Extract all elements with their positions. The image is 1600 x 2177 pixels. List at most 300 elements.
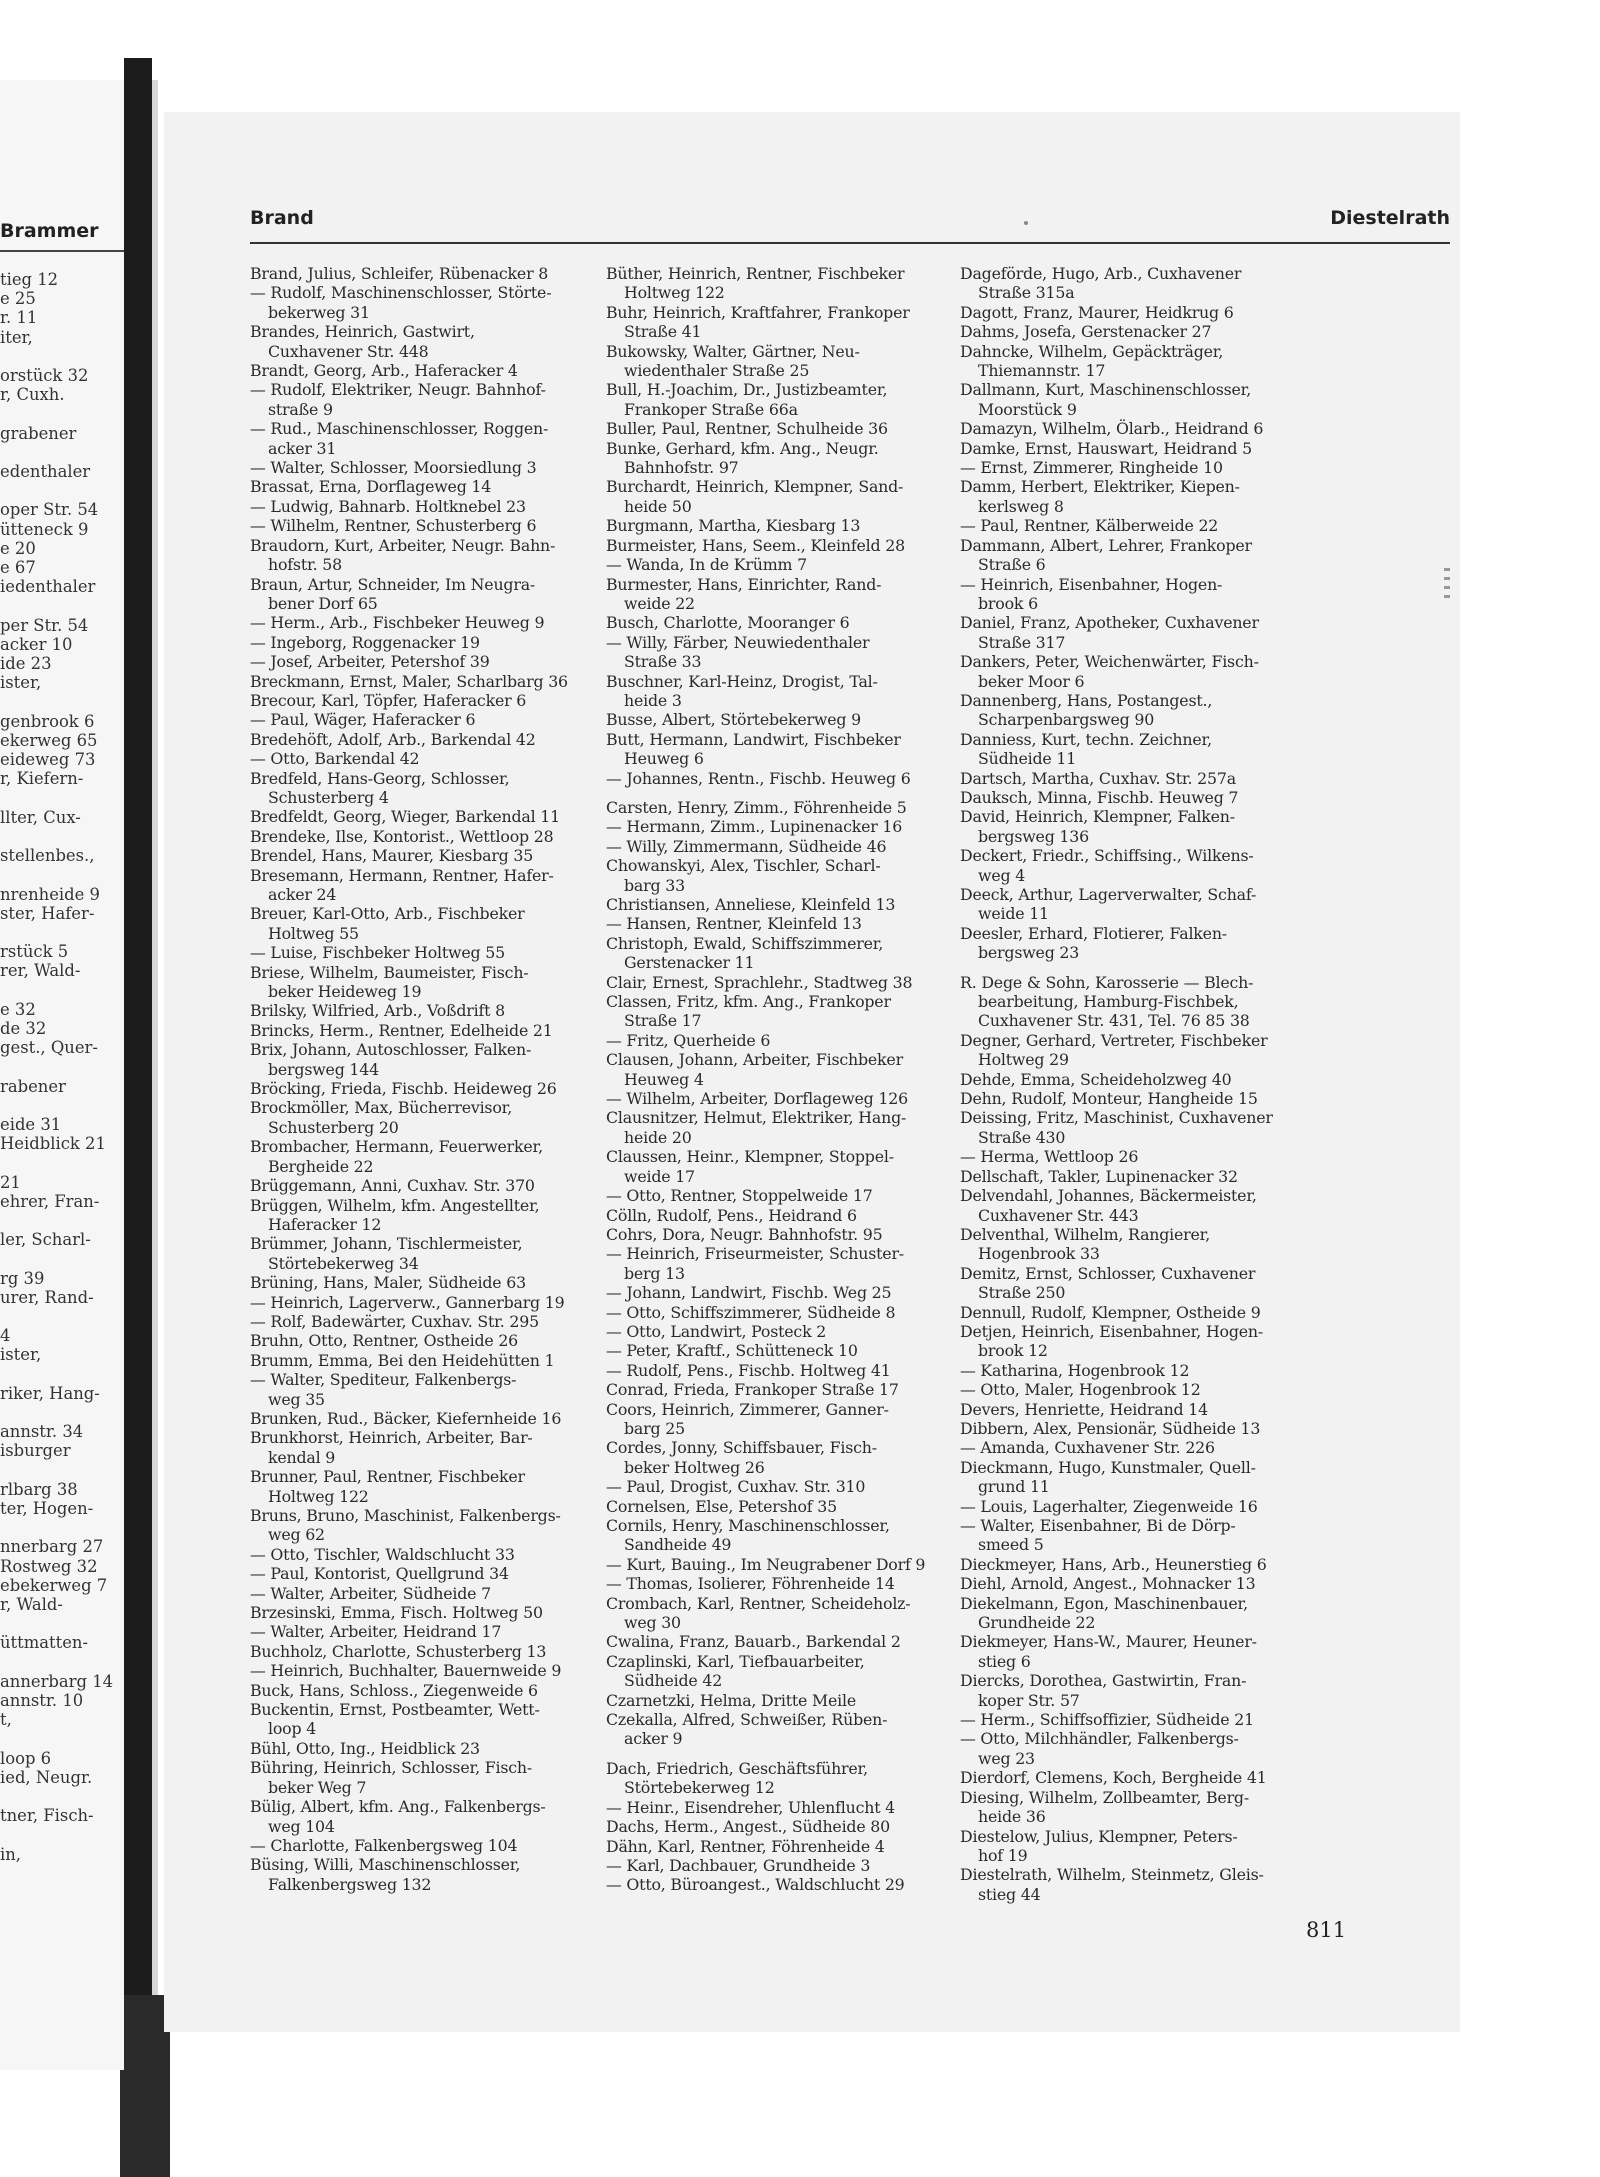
directory-entry: Dierdorf, Clemens, Koch, Bergheide 41 bbox=[960, 1768, 1267, 1788]
directory-entry: Bredehöft, Adolf, Arb., Barkendal 42 bbox=[250, 729, 536, 749]
directory-entry: — Walter, Arbeiter, Heidrand 17 bbox=[250, 1622, 502, 1642]
left-page-line: üttmatten- bbox=[0, 1633, 89, 1653]
entry-continuation: stieg 6 bbox=[978, 1651, 1031, 1671]
entry-continuation: weg 62 bbox=[268, 1525, 325, 1545]
directory-entry: Brzesinski, Emma, Fisch. Holtweg 50 bbox=[250, 1603, 543, 1623]
directory-entry: Deesler, Erhard, Flotierer, Falken- bbox=[960, 923, 1227, 943]
directory-entry: Brilsky, Wilfried, Arb., Voßdrift 8 bbox=[250, 1001, 505, 1021]
left-page-line bbox=[0, 865, 124, 884]
entry-continuation: kendal 9 bbox=[268, 1447, 336, 1467]
directory-entry: Bühring, Heinrich, Schlosser, Fisch- bbox=[250, 1758, 533, 1778]
left-page-line bbox=[0, 1153, 124, 1172]
entry-continuation: hofstr. 58 bbox=[268, 555, 342, 575]
entry-continuation: bergsweg 144 bbox=[268, 1059, 379, 1079]
left-page-line bbox=[0, 481, 124, 500]
directory-entry: Dähn, Karl, Rentner, Föhrenheide 4 bbox=[606, 1836, 885, 1856]
entry-continuation: Südheide 42 bbox=[624, 1671, 723, 1691]
left-page-line: annstr. 34 bbox=[0, 1422, 84, 1442]
directory-entry: — Otto, Rentner, Stoppelweide 17 bbox=[606, 1186, 873, 1206]
left-page-line: ehrer, Fran- bbox=[0, 1191, 100, 1211]
directory-entry: — Hansen, Rentner, Kleinfeld 13 bbox=[606, 914, 862, 934]
entry-continuation: Grundheide 22 bbox=[978, 1613, 1096, 1633]
directory-entry: Crombach, Karl, Rentner, Scheideholz- bbox=[606, 1593, 911, 1613]
directory-column-1 bbox=[250, 264, 615, 1894]
entry-continuation: straße 9 bbox=[268, 399, 333, 419]
directory-entry: Czarnetzki, Helma, Dritte Meile bbox=[606, 1690, 856, 1710]
left-page-line bbox=[0, 404, 124, 423]
entry-continuation: Holtweg 122 bbox=[268, 1486, 369, 1506]
left-page-line: per Str. 54 bbox=[0, 615, 89, 635]
left-page-line bbox=[0, 1211, 124, 1230]
directory-entry: Busse, Albert, Störtebekerweg 9 bbox=[606, 710, 861, 730]
left-page-line: rg 39 bbox=[0, 1268, 45, 1288]
directory-entry: Diekelmann, Egon, Maschinenbauer, bbox=[960, 1593, 1248, 1613]
entry-continuation: bergsweg 136 bbox=[978, 826, 1089, 846]
left-page-line: isburger bbox=[0, 1441, 71, 1461]
directory-entry: Burgmann, Martha, Kiesbarg 13 bbox=[606, 516, 861, 536]
entry-continuation: Straße 250 bbox=[978, 1283, 1066, 1303]
directory-entry: Dieckmeyer, Hans, Arb., Heunerstieg 6 bbox=[960, 1554, 1267, 1574]
left-page-line bbox=[0, 1057, 124, 1076]
entry-continuation: brook 6 bbox=[978, 593, 1038, 613]
left-page-line: rlbarg 38 bbox=[0, 1479, 78, 1499]
directory-entry: — Herm., Arb., Fischbeker Heuweg 9 bbox=[250, 613, 545, 633]
directory-entry: Diekmeyer, Hans-W., Maurer, Heuner- bbox=[960, 1632, 1257, 1652]
entry-continuation: Straße 317 bbox=[978, 632, 1066, 652]
directory-entry: Brunken, Rud., Bäcker, Kiefernheide 16 bbox=[250, 1408, 562, 1428]
entry-continuation: Straße 17 bbox=[624, 1011, 702, 1031]
left-page-line bbox=[0, 923, 124, 942]
directory-entry: Dahms, Josefa, Gerstenacker 27 bbox=[960, 322, 1212, 342]
entry-continuation: Heuweg 4 bbox=[624, 1069, 704, 1089]
entry-continuation: kerlsweg 8 bbox=[978, 496, 1064, 516]
entry-continuation: Frankoper Straße 66a bbox=[624, 399, 798, 419]
directory-entry: — Otto, Schiffszimmerer, Südheide 8 bbox=[606, 1302, 896, 1322]
left-page-line bbox=[0, 1403, 124, 1422]
directory-entry: Dartsch, Martha, Cuxhav. Str. 257a bbox=[960, 768, 1236, 788]
directory-entry: — Heinrich, Buchhalter, Bauernweide 9 bbox=[250, 1661, 562, 1681]
directory-entry: Diestelrath, Wilhelm, Steinmetz, Gleis- bbox=[960, 1865, 1264, 1885]
directory-entry: Deckert, Friedr., Schiffsing., Wilkens- bbox=[960, 846, 1254, 866]
directory-entry: Brümmer, Johann, Tischlermeister, bbox=[250, 1234, 523, 1254]
entry-continuation: heide 36 bbox=[978, 1807, 1046, 1827]
left-page-line bbox=[0, 1729, 124, 1748]
directory-entry: Bukowsky, Walter, Gärtner, Neu- bbox=[606, 341, 860, 361]
entry-continuation: acker 31 bbox=[268, 438, 337, 458]
directory-entry: Burmester, Hans, Einrichter, Rand- bbox=[606, 574, 882, 594]
directory-entry: Dieckmann, Hugo, Kunstmaler, Quell- bbox=[960, 1457, 1256, 1477]
left-page-line bbox=[0, 1653, 124, 1672]
entry-continuation: Bergheide 22 bbox=[268, 1156, 374, 1176]
left-page-line: ter, Hogen- bbox=[0, 1499, 94, 1518]
directory-page bbox=[164, 112, 1460, 2032]
entry-continuation: Straße 430 bbox=[978, 1127, 1066, 1147]
header-first-entry: Brand bbox=[250, 207, 314, 229]
directory-entry: — Paul, Wäger, Haferacker 6 bbox=[250, 710, 476, 730]
directory-entry: — Karl, Dachbauer, Grundheide 3 bbox=[606, 1855, 871, 1875]
left-page-line: eide 31 bbox=[0, 1114, 62, 1134]
entry-continuation: weg 4 bbox=[978, 865, 1026, 885]
entry-continuation: barg 25 bbox=[624, 1418, 685, 1438]
left-page-line: 4 bbox=[0, 1326, 11, 1346]
directory-entry: Burchardt, Heinrich, Klempner, Sand- bbox=[606, 477, 904, 497]
directory-entry: — Ernst, Zimmerer, Ringheide 10 bbox=[960, 458, 1223, 478]
page-number: 811 bbox=[1306, 1918, 1347, 1942]
left-page-line: gest., Quer- bbox=[0, 1038, 98, 1058]
directory-entry: R. Dege & Sohn, Karosserie — Blech- bbox=[960, 972, 1254, 992]
directory-entry: Brecour, Karl, Töpfer, Haferacker 6 bbox=[250, 690, 527, 710]
directory-entry: — Paul, Drogist, Cuxhav. Str. 310 bbox=[606, 1477, 866, 1497]
directory-entry: Burmeister, Hans, Seem., Kleinfeld 28 bbox=[606, 535, 905, 555]
directory-entry: — Fritz, Querheide 6 bbox=[606, 1030, 771, 1050]
directory-entry: — Paul, Rentner, Kälberweide 22 bbox=[960, 516, 1219, 536]
binding-edge bbox=[152, 80, 158, 2100]
entry-continuation: stieg 44 bbox=[978, 1884, 1041, 1904]
entry-continuation: hof 19 bbox=[978, 1845, 1028, 1865]
left-page-line: iedenthaler bbox=[0, 577, 96, 597]
left-page-line bbox=[0, 443, 124, 462]
directory-entry: — Josef, Arbeiter, Petershof 39 bbox=[250, 652, 490, 672]
directory-entry: — Hermann, Zimm., Lupinenacker 16 bbox=[606, 817, 903, 837]
entry-continuation: loop 4 bbox=[268, 1719, 317, 1739]
entry-continuation: Holtweg 55 bbox=[268, 923, 359, 943]
left-page-line: in, bbox=[0, 1844, 22, 1864]
entry-continuation: Südheide 11 bbox=[978, 749, 1077, 769]
directory-entry: — Otto, Büroangest., Waldschlucht 29 bbox=[606, 1875, 905, 1895]
header-rule bbox=[250, 242, 1450, 244]
left-page-line: Heidblick 21 bbox=[0, 1134, 106, 1154]
directory-column-2 bbox=[606, 264, 971, 1895]
directory-entry: Buchholz, Charlotte, Schusterberg 13 bbox=[250, 1641, 547, 1661]
directory-entry: Brüning, Hans, Maler, Südheide 63 bbox=[250, 1273, 526, 1293]
directory-entry: Diestelow, Julius, Klempner, Peters- bbox=[960, 1826, 1238, 1846]
directory-entry: — Willy, Färber, Neuwiedenthaler bbox=[606, 632, 870, 652]
directory-entry: Dagott, Franz, Maurer, Heidkrug 6 bbox=[960, 302, 1234, 322]
directory-entry: Dehn, Rudolf, Monteur, Hangheide 15 bbox=[960, 1089, 1258, 1109]
entry-continuation: Holtweg 122 bbox=[624, 283, 725, 303]
directory-entry: Dibbern, Alex, Pensionär, Südheide 13 bbox=[960, 1418, 1261, 1438]
directory-entry: Cornils, Henry, Maschinenschlosser, bbox=[606, 1516, 890, 1535]
entry-continuation: Straße 315a bbox=[978, 283, 1075, 303]
left-page-line bbox=[0, 1518, 124, 1537]
directory-entry: Cordes, Jonny, Schiffsbauer, Fisch- bbox=[606, 1438, 877, 1458]
entry-continuation: grund 11 bbox=[978, 1477, 1050, 1497]
directory-entry: Dageförde, Hugo, Arb., Cuxhavener bbox=[960, 264, 1242, 283]
entry-continuation: weg 35 bbox=[268, 1389, 325, 1409]
left-page-line: ütteneck 9 bbox=[0, 519, 89, 539]
left-page-line: de 32 bbox=[0, 1018, 47, 1038]
left-page-line: annstr. 10 bbox=[0, 1691, 84, 1711]
directory-entry: Bruns, Bruno, Maschinist, Falkenbergs- bbox=[250, 1506, 561, 1525]
directory-entry: — Kurt, Bauing., Im Neugrabener Dorf 9 bbox=[606, 1554, 926, 1574]
directory-entry: Brix, Johann, Autoschlosser, Falken- bbox=[250, 1040, 532, 1060]
directory-entry: Büsing, Willi, Maschinenschlosser, bbox=[250, 1855, 521, 1875]
directory-entry: — Amanda, Cuxhavener Str. 226 bbox=[960, 1438, 1215, 1458]
directory-entry: Buhr, Heinrich, Kraftfahrer, Frankoper bbox=[606, 302, 910, 322]
directory-entry: Delvendahl, Johannes, Bäckermeister, bbox=[960, 1186, 1257, 1206]
directory-entry: — Herm., Schiffsoffizier, Südheide 21 bbox=[960, 1710, 1254, 1730]
directory-entry: — Ludwig, Bahnarb. Holtknebel 23 bbox=[250, 496, 526, 516]
directory-entry: — Walter, Arbeiter, Südheide 7 bbox=[250, 1583, 491, 1603]
directory-entry: Cohrs, Dora, Neugr. Bahnhofstr. 95 bbox=[606, 1224, 883, 1244]
left-page-line: ide 23 bbox=[0, 654, 52, 674]
left-page-line: e 67 bbox=[0, 558, 36, 578]
directory-entry: Daniel, Franz, Apotheker, Cuxhavener bbox=[960, 613, 1259, 633]
directory-entry: Damazyn, Wilhelm, Ölarb., Heidrand 6 bbox=[960, 419, 1264, 439]
directory-entry: Dach, Friedrich, Geschäftsführer, bbox=[606, 1758, 868, 1778]
entry-continuation: wiedenthaler Straße 25 bbox=[624, 361, 810, 381]
left-page-fragment bbox=[0, 80, 124, 2070]
left-page-line: oper Str. 54 bbox=[0, 500, 99, 520]
directory-entry: — Otto, Barkendal 42 bbox=[250, 749, 420, 769]
directory-entry: Damm, Herbert, Elektriker, Kiepen- bbox=[960, 477, 1240, 497]
entry-continuation: acker 9 bbox=[624, 1729, 683, 1749]
binding-bottom bbox=[120, 1995, 170, 2177]
left-page-line bbox=[0, 347, 124, 366]
entry-continuation: Holtweg 29 bbox=[978, 1050, 1069, 1070]
book-binding bbox=[124, 58, 152, 2108]
entry-continuation: beker Moor 6 bbox=[978, 671, 1085, 691]
left-page-line: r. 11 bbox=[0, 308, 38, 328]
directory-entry: — Heinrich, Eisenbahner, Hogen- bbox=[960, 574, 1223, 594]
left-page-line: grabener bbox=[0, 423, 77, 443]
entry-continuation: beker Weg 7 bbox=[268, 1777, 367, 1797]
directory-entry: Brunkhorst, Heinrich, Arbeiter, Bar- bbox=[250, 1428, 533, 1448]
left-page-line: eideweg 73 bbox=[0, 750, 96, 770]
directory-entry: Delventhal, Wilhelm, Rangierer, bbox=[960, 1224, 1211, 1244]
directory-entry: — Otto, Tischler, Waldschlucht 33 bbox=[250, 1544, 515, 1564]
entry-continuation: bergsweg 23 bbox=[978, 943, 1080, 963]
entry-continuation: weide 17 bbox=[624, 1166, 695, 1186]
entry-continuation: weg 104 bbox=[268, 1816, 335, 1836]
directory-entry: — Louis, Lagerhalter, Ziegenweide 16 bbox=[960, 1496, 1258, 1516]
directory-entry: Dellschaft, Takler, Lupinenacker 32 bbox=[960, 1166, 1238, 1186]
directory-entry: Deeck, Arthur, Lagerverwalter, Schaf- bbox=[960, 885, 1257, 904]
directory-entry: — Heinr., Eisendreher, Uhlenflucht 4 bbox=[606, 1797, 896, 1817]
directory-entry: Classen, Fritz, kfm. Ang., Frankoper bbox=[606, 992, 891, 1012]
page-header bbox=[250, 207, 1450, 242]
entry-continuation: bener Dorf 65 bbox=[268, 593, 378, 613]
directory-entry: Claussen, Heinr., Klempner, Stoppel- bbox=[606, 1147, 894, 1167]
directory-entry: Breckmann, Ernst, Maler, Scharlbarg 36 bbox=[250, 671, 568, 691]
directory-entry: Dannenberg, Hans, Postangest., bbox=[960, 690, 1213, 710]
entry-continuation: smeed 5 bbox=[978, 1535, 1044, 1555]
directory-entry: Brandt, Georg, Arb., Haferacker 4 bbox=[250, 361, 518, 381]
left-page-line: ister, bbox=[0, 1345, 42, 1365]
directory-entry: — Rudolf, Elektriker, Neugr. Bahnhof- bbox=[250, 380, 546, 400]
directory-entry: Demitz, Ernst, Schlosser, Cuxhavener bbox=[960, 1263, 1256, 1283]
directory-entry: — Rudolf, Pens., Fischb. Holtweg 41 bbox=[606, 1360, 891, 1380]
left-page-line: annerbarg 14 bbox=[0, 1671, 114, 1691]
left-page-line: e 20 bbox=[0, 538, 36, 558]
directory-entry: Bruhn, Otto, Rentner, Ostheide 26 bbox=[250, 1331, 519, 1351]
directory-entry: — Peter, Kraftf., Schütteneck 10 bbox=[606, 1341, 858, 1361]
directory-entry: — Wilhelm, Arbeiter, Dorflageweg 126 bbox=[606, 1089, 908, 1109]
entry-continuation: Scharpenbargsweg 90 bbox=[978, 710, 1155, 730]
left-page-line: acker 10 bbox=[0, 634, 73, 654]
directory-entry: Clausnitzer, Helmut, Elektriker, Hang- bbox=[606, 1108, 907, 1128]
left-page-line: ster, Hafer- bbox=[0, 903, 95, 923]
left-page-line: r, Wald- bbox=[0, 1595, 63, 1615]
directory-entry: Bunke, Gerhard, kfm. Ang., Neugr. bbox=[606, 438, 879, 458]
entry-continuation: Straße 33 bbox=[624, 652, 702, 672]
left-page-line bbox=[0, 692, 124, 711]
entry-continuation: acker 24 bbox=[268, 885, 337, 904]
directory-entry: Dammann, Albert, Lehrer, Frankoper bbox=[960, 535, 1252, 555]
entry-continuation: weg 30 bbox=[624, 1613, 681, 1633]
directory-entry: Conrad, Frieda, Frankoper Straße 17 bbox=[606, 1380, 899, 1400]
directory-entry: — Charlotte, Falkenbergsweg 104 bbox=[250, 1835, 518, 1855]
directory-entry: Brüggemann, Anni, Cuxhav. Str. 370 bbox=[250, 1176, 535, 1196]
entry-continuation: Hogenbrook 33 bbox=[978, 1244, 1100, 1264]
directory-entry: Dennull, Rudolf, Klempner, Ostheide 9 bbox=[960, 1302, 1261, 1322]
left-page-line: r, Cuxh. bbox=[0, 385, 65, 405]
directory-entry: Carsten, Henry, Zimm., Föhrenheide 5 bbox=[606, 797, 907, 817]
entry-continuation: Straße 6 bbox=[978, 555, 1046, 575]
directory-entry: Diercks, Dorothea, Gastwirtin, Fran- bbox=[960, 1671, 1247, 1691]
entry-continuation: Schusterberg 4 bbox=[268, 787, 389, 807]
directory-entry: — Otto, Landwirt, Posteck 2 bbox=[606, 1321, 827, 1341]
directory-entry: Cornelsen, Else, Petershof 35 bbox=[606, 1496, 837, 1516]
directory-entry: Buschner, Karl-Heinz, Drogist, Tal- bbox=[606, 671, 878, 691]
directory-entry: — Herma, Wettloop 26 bbox=[960, 1147, 1139, 1167]
directory-entry: Butt, Hermann, Landwirt, Fischbeker bbox=[606, 729, 901, 749]
left-page-line: t, bbox=[0, 1710, 12, 1730]
directory-entry: — Wilhelm, Rentner, Schusterberg 6 bbox=[250, 516, 537, 536]
directory-entry: — Willy, Zimmermann, Südheide 46 bbox=[606, 836, 887, 856]
entry-continuation: Cuxhavener Str. 443 bbox=[978, 1205, 1139, 1225]
directory-entry: Braun, Artur, Schneider, Im Neugra- bbox=[250, 574, 536, 594]
directory-entry: — Ingeborg, Roggenacker 19 bbox=[250, 632, 480, 652]
left-page-line: loop 6 bbox=[0, 1748, 52, 1768]
directory-entry: Clausen, Johann, Arbeiter, Fischbeker bbox=[606, 1050, 903, 1070]
directory-entry: Christiansen, Anneliese, Kleinfeld 13 bbox=[606, 895, 896, 914]
directory-entry: Diesing, Wilhelm, Zollbeamter, Berg- bbox=[960, 1787, 1249, 1807]
entry-continuation: heide 20 bbox=[624, 1127, 692, 1147]
margin-marks bbox=[1444, 562, 1458, 642]
entry-continuation: Schusterberg 20 bbox=[268, 1117, 399, 1137]
directory-entry: Brandes, Heinrich, Gastwirt, bbox=[250, 322, 475, 342]
directory-entry: Brockmöller, Max, Bücherrevisor, bbox=[250, 1098, 513, 1118]
directory-entry: — Paul, Kontorist, Quellgrund 34 bbox=[250, 1564, 509, 1584]
left-page-line bbox=[0, 1461, 124, 1480]
directory-entry: — Katharina, Hogenbrook 12 bbox=[960, 1360, 1190, 1380]
left-page-line bbox=[0, 1787, 124, 1806]
directory-entry: David, Heinrich, Klempner, Falken- bbox=[960, 807, 1235, 827]
left-page-line: iter, bbox=[0, 327, 33, 347]
directory-entry: Bühl, Otto, Ing., Heidblick 23 bbox=[250, 1738, 480, 1758]
directory-entry: Degner, Gerhard, Vertreter, Fischbeker bbox=[960, 1030, 1268, 1050]
directory-entry: Braudorn, Kurt, Arbeiter, Neugr. Bahn- bbox=[250, 535, 556, 555]
directory-entry: Bröcking, Frieda, Fischb. Heideweg 26 bbox=[250, 1079, 557, 1099]
directory-entry: — Thomas, Isolierer, Föhrenheide 14 bbox=[606, 1574, 895, 1594]
left-page-line: 21 bbox=[0, 1172, 21, 1192]
left-page-line bbox=[0, 596, 124, 615]
directory-entry: — Otto, Maler, Hogenbrook 12 bbox=[960, 1380, 1201, 1400]
directory-entry: Buller, Paul, Rentner, Schulheide 36 bbox=[606, 419, 888, 439]
directory-entry: Dachs, Herm., Angest., Südheide 80 bbox=[606, 1817, 891, 1837]
left-page-line: ebekerweg 7 bbox=[0, 1575, 108, 1595]
left-page-line: rer, Wald- bbox=[0, 961, 81, 981]
directory-entry: — Walter, Eisenbahner, Bi de Dörp- bbox=[960, 1516, 1236, 1535]
directory-entry: — Rud., Maschinenschlosser, Roggen- bbox=[250, 419, 549, 439]
directory-entry: Chowanskyi, Alex, Tischler, Scharl- bbox=[606, 856, 881, 876]
left-page-line: urer, Rand- bbox=[0, 1287, 94, 1307]
left-page-line bbox=[0, 1307, 124, 1326]
left-page-line: ied, Neugr. bbox=[0, 1767, 93, 1787]
entry-continuation: bekerweg 31 bbox=[268, 302, 370, 322]
directory-entry: Christoph, Ewald, Schiffszimmerer, bbox=[606, 933, 884, 953]
directory-entry: Cölln, Rudolf, Pens., Heidrand 6 bbox=[606, 1205, 857, 1225]
entry-continuation: Falkenbergsweg 132 bbox=[268, 1874, 432, 1894]
directory-entry: — Johannes, Rentn., Fischb. Heuweg 6 bbox=[606, 768, 911, 788]
entry-continuation: Störtebekerweg 12 bbox=[624, 1778, 775, 1798]
entry-continuation: Gerstenacker 11 bbox=[624, 953, 755, 973]
left-page-line: edenthaler bbox=[0, 462, 91, 482]
left-page-line: ler, Scharl- bbox=[0, 1230, 91, 1250]
entry-continuation: beker Heideweg 19 bbox=[268, 982, 422, 1002]
directory-entry: — Otto, Milchhändler, Falkenbergs- bbox=[960, 1729, 1239, 1749]
directory-entry: Buck, Hans, Schloss., Ziegenweide 6 bbox=[250, 1680, 538, 1700]
directory-entry: Bresemann, Hermann, Rentner, Hafer- bbox=[250, 865, 554, 885]
left-page-line: orstück 32 bbox=[0, 366, 89, 386]
left-page-line: riker, Hang- bbox=[0, 1383, 100, 1403]
entry-continuation: Heuweg 6 bbox=[624, 749, 704, 769]
left-page-line: tieg 12 bbox=[0, 270, 59, 289]
directory-entry: Busch, Charlotte, Mooranger 6 bbox=[606, 613, 850, 633]
directory-entry: Bredfeld, Hans-Georg, Schlosser, bbox=[250, 768, 510, 788]
entry-continuation: weg 23 bbox=[978, 1748, 1035, 1768]
left-page-rule bbox=[0, 250, 124, 252]
left-page-line bbox=[0, 827, 124, 846]
entry-continuation: Sandheide 49 bbox=[624, 1535, 732, 1555]
left-page-line: r, Kiefern- bbox=[0, 769, 84, 789]
entry-continuation: berg 13 bbox=[624, 1263, 685, 1283]
left-page-line: Rostweg 32 bbox=[0, 1556, 98, 1576]
directory-entry: — Luise, Fischbeker Holtweg 55 bbox=[250, 943, 505, 963]
entry-continuation: Straße 41 bbox=[624, 322, 702, 342]
directory-entry: Brassat, Erna, Dorflageweg 14 bbox=[250, 477, 492, 497]
directory-entry: — Rolf, Badewärter, Cuxhav. Str. 295 bbox=[250, 1311, 539, 1331]
entry-continuation: barg 33 bbox=[624, 875, 685, 895]
left-page-line bbox=[0, 1249, 124, 1268]
entry-continuation: weide 11 bbox=[978, 904, 1049, 924]
directory-entry: Buckentin, Ernst, Postbeamter, Wett- bbox=[250, 1700, 540, 1720]
entry-continuation: brook 12 bbox=[978, 1341, 1048, 1361]
left-page-line: rabener bbox=[0, 1076, 66, 1096]
directory-entry: Bülig, Albert, kfm. Ang., Falkenbergs- bbox=[250, 1797, 546, 1817]
left-page-line: ekerweg 65 bbox=[0, 730, 98, 750]
directory-entry: Coors, Heinrich, Zimmerer, Ganner- bbox=[606, 1399, 889, 1419]
directory-entry: Czekalla, Alfred, Schweißer, Rüben- bbox=[606, 1710, 888, 1730]
entry-continuation: Thiemannstr. 17 bbox=[978, 361, 1106, 381]
entry-continuation: Haferacker 12 bbox=[268, 1214, 382, 1234]
left-page-line bbox=[0, 788, 124, 807]
left-page-line: ister, bbox=[0, 673, 42, 693]
directory-entry: — Wanda, In de Krümm 7 bbox=[606, 555, 807, 575]
directory-entry: Breuer, Karl-Otto, Arb., Fischbeker bbox=[250, 904, 525, 924]
entry-continuation: Cuxhavener Str. 431, Tel. 76 85 38 bbox=[978, 1011, 1250, 1031]
left-page-lines bbox=[0, 270, 124, 1864]
directory-entry: Brendeke, Ilse, Kontorist., Wettloop 28 bbox=[250, 826, 554, 846]
directory-entry: Brombacher, Hermann, Feuerwerker, bbox=[250, 1137, 543, 1157]
left-page-line bbox=[0, 1614, 124, 1633]
entry-continuation: bearbeitung, Hamburg-Fischbek, bbox=[978, 992, 1239, 1012]
left-page-line: rstück 5 bbox=[0, 942, 69, 962]
directory-entry: Büther, Heinrich, Rentner, Fischbeker bbox=[606, 264, 905, 283]
left-page-line: nnerbarg 27 bbox=[0, 1537, 104, 1557]
entry-continuation: heide 50 bbox=[624, 496, 692, 516]
